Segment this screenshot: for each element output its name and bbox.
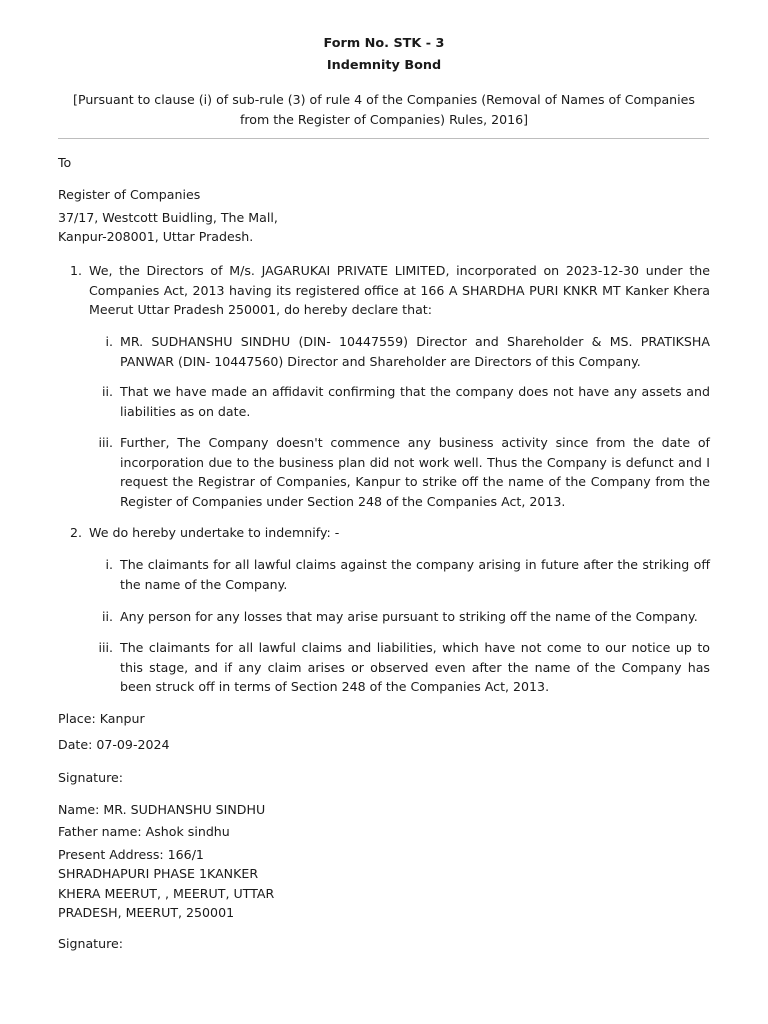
pursuant-clause: [Pursuant to clause (i) of sub-rule (3) of rule 4 of the Companies (Removal of Names of Companies from the Register of Companies) Rules, 2016] xyxy=(73,92,695,127)
recipient-name: Register of Companies xyxy=(58,187,201,202)
divider xyxy=(58,138,709,139)
subitem-text: That we have made an affidavit confirming that the company does not have any assets and liabilities as on date. xyxy=(120,384,710,419)
document-title: Indemnity Bond xyxy=(326,58,442,73)
form-number: Form No. STK - 3 xyxy=(323,36,445,51)
present-address-line-2: SHRADHAPURI PHASE 1KANKER xyxy=(58,866,259,881)
item-number: 2. xyxy=(69,525,82,540)
address-line-2: Kanpur-208001, Uttar Pradesh. xyxy=(58,229,254,244)
item-number: 1. xyxy=(69,263,82,278)
subitem-number: ii. xyxy=(101,609,113,624)
subitem-text: MR. SUDHANSHU SINDHU (DIN- 10447559) Director and Shareholder & MS. PRATIKSHA PANWAR (DIN- 10447560) Director and Shareholder are Directors of this Company. xyxy=(120,334,710,369)
item-text: We do hereby undertake to indemnify: - xyxy=(89,525,340,540)
subitem-text: The claimants for all lawful claims and liabilities, which have not come to our notice up to this stage, and if any claim arises or observed even after the name of the Company has been struck off in terms of Section 248 of the Companies Act, 2013. xyxy=(120,640,710,695)
subitem-number: i. xyxy=(105,334,113,349)
subitem-number: iii. xyxy=(98,640,113,655)
subitem-text: The claimants for all lawful claims against the company arising in future after the striking off the name of the Company. xyxy=(120,557,710,592)
place: Place: Kanpur xyxy=(58,711,145,726)
subitem-text: Further, The Company doesn't commence any business activity since from the date of incorporation due to the business plan did not work well. Thus the Company is defunct and I request the Registrar of Companies, Kanpur to strike off the name of the Company from the Register of Companies under Section 248 of the Companies Act, 2013. xyxy=(120,435,710,510)
signature-label: Signature: xyxy=(58,770,123,785)
item-text: We, the Directors of M/s. JAGARUKAI PRIVATE LIMITED, incorporated on 2023-12-30 under the Companies Act, 2013 having its registered office at 166 A SHARDHA PURI KNKR MT Kanker Khera Meerut Uttar Pradesh 250001, do hereby declare that: xyxy=(89,263,710,318)
subitem-number: i. xyxy=(105,557,113,572)
present-address-line-1: Present Address: 166/1 xyxy=(58,847,204,862)
subitem-number: iii. xyxy=(98,435,113,450)
date: Date: 07-09-2024 xyxy=(58,737,170,752)
subitem-text: Any person for any losses that may arise pursuant to striking off the name of the Company. xyxy=(120,609,698,624)
present-address-line-3: KHERA MEERUT, , MEERUT, UTTAR xyxy=(58,886,275,901)
father-name: Father name: Ashok sindhu xyxy=(58,824,230,839)
present-address-line-4: PRADESH, MEERUT, 250001 xyxy=(58,905,235,920)
signature-label: Signature: xyxy=(58,936,123,951)
subitem-number: ii. xyxy=(101,384,113,399)
signatory-name: Name: MR. SUDHANSHU SINDHU xyxy=(58,802,266,817)
to-label: To xyxy=(58,155,72,170)
address-line-1: 37/17, Westcott Buidling, The Mall, xyxy=(58,210,278,225)
